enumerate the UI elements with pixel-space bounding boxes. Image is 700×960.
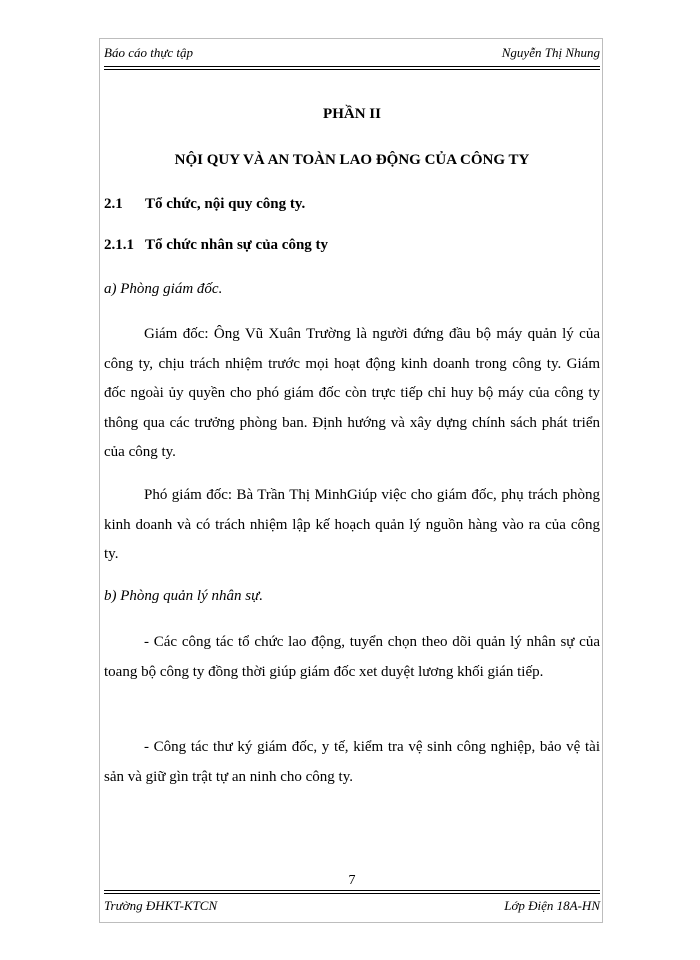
page-number: 7	[348, 873, 356, 888]
page-header	[104, 45, 600, 61]
footer-right: Lớp Điện 18A-HN	[504, 898, 600, 913]
header-rule	[104, 66, 600, 70]
section-2-1-heading	[104, 196, 600, 213]
paragraph-deputy-director: Phó giám đốc: Bà Trần Thị MinhGiúp việc cho giám đốc, phụ trách phòng kinh doanh và có trách nhiệm lập kế hoạch quản lý nguồn hàng vào ra của công ty.	[104, 487, 600, 562]
page-footer	[104, 898, 600, 914]
section-2-1-1-heading	[104, 237, 600, 254]
chapter-title: NỘI QUY VÀ AN TOÀN LAO ĐỘNG CỦA CÔNG TY	[174, 152, 530, 168]
bullet-organization: - Các công tác tổ chức lao động, tuyển chọn theo dõi quản lý nhân sự của toang bộ công ty đồng thời giúp giám đốc xet duyệt lương khối gián tiếp.	[104, 634, 600, 680]
paragraph-director: Giám đốc: Ông Vũ Xuân Trường là người đứng đầu bộ máy quản lý của công ty, chịu trách nhiệm trước mọi hoạt động kinh doanh trong công ty. Giám đốc ngoài ủy quyền cho phó giám đốc còn trực tiếp chỉ huy bộ máy của công ty thông qua các trưởng phòng ban. Định hướng và xây dựng chính sách phát triển của công ty.	[104, 326, 600, 460]
item-a-heading: a) Phòng giám đốc.	[104, 281, 223, 297]
section-number: 2.1.1	[104, 237, 134, 253]
footer-left: Trường ĐHKT-KTCN	[104, 898, 218, 913]
header-left: Báo cáo thực tập	[104, 45, 194, 60]
section-title: Tổ chức nhân sự của công ty	[145, 237, 329, 253]
header-right: Nguyễn Thị Nhung	[501, 45, 600, 60]
section-title: Tổ chức, nội quy công ty.	[145, 196, 306, 212]
section-number: 2.1	[104, 196, 123, 212]
item-b-heading: b) Phòng quản lý nhân sự.	[104, 588, 264, 604]
bullet-secretary: - Công tác thư ký giám đốc, y tế, kiểm tra vệ sinh công nghiệp, bảo vệ tài sản và giữ gìn trật tự an ninh cho công ty.	[104, 739, 600, 785]
footer-rule	[104, 890, 600, 894]
part-heading: PHẦN II	[323, 106, 381, 122]
